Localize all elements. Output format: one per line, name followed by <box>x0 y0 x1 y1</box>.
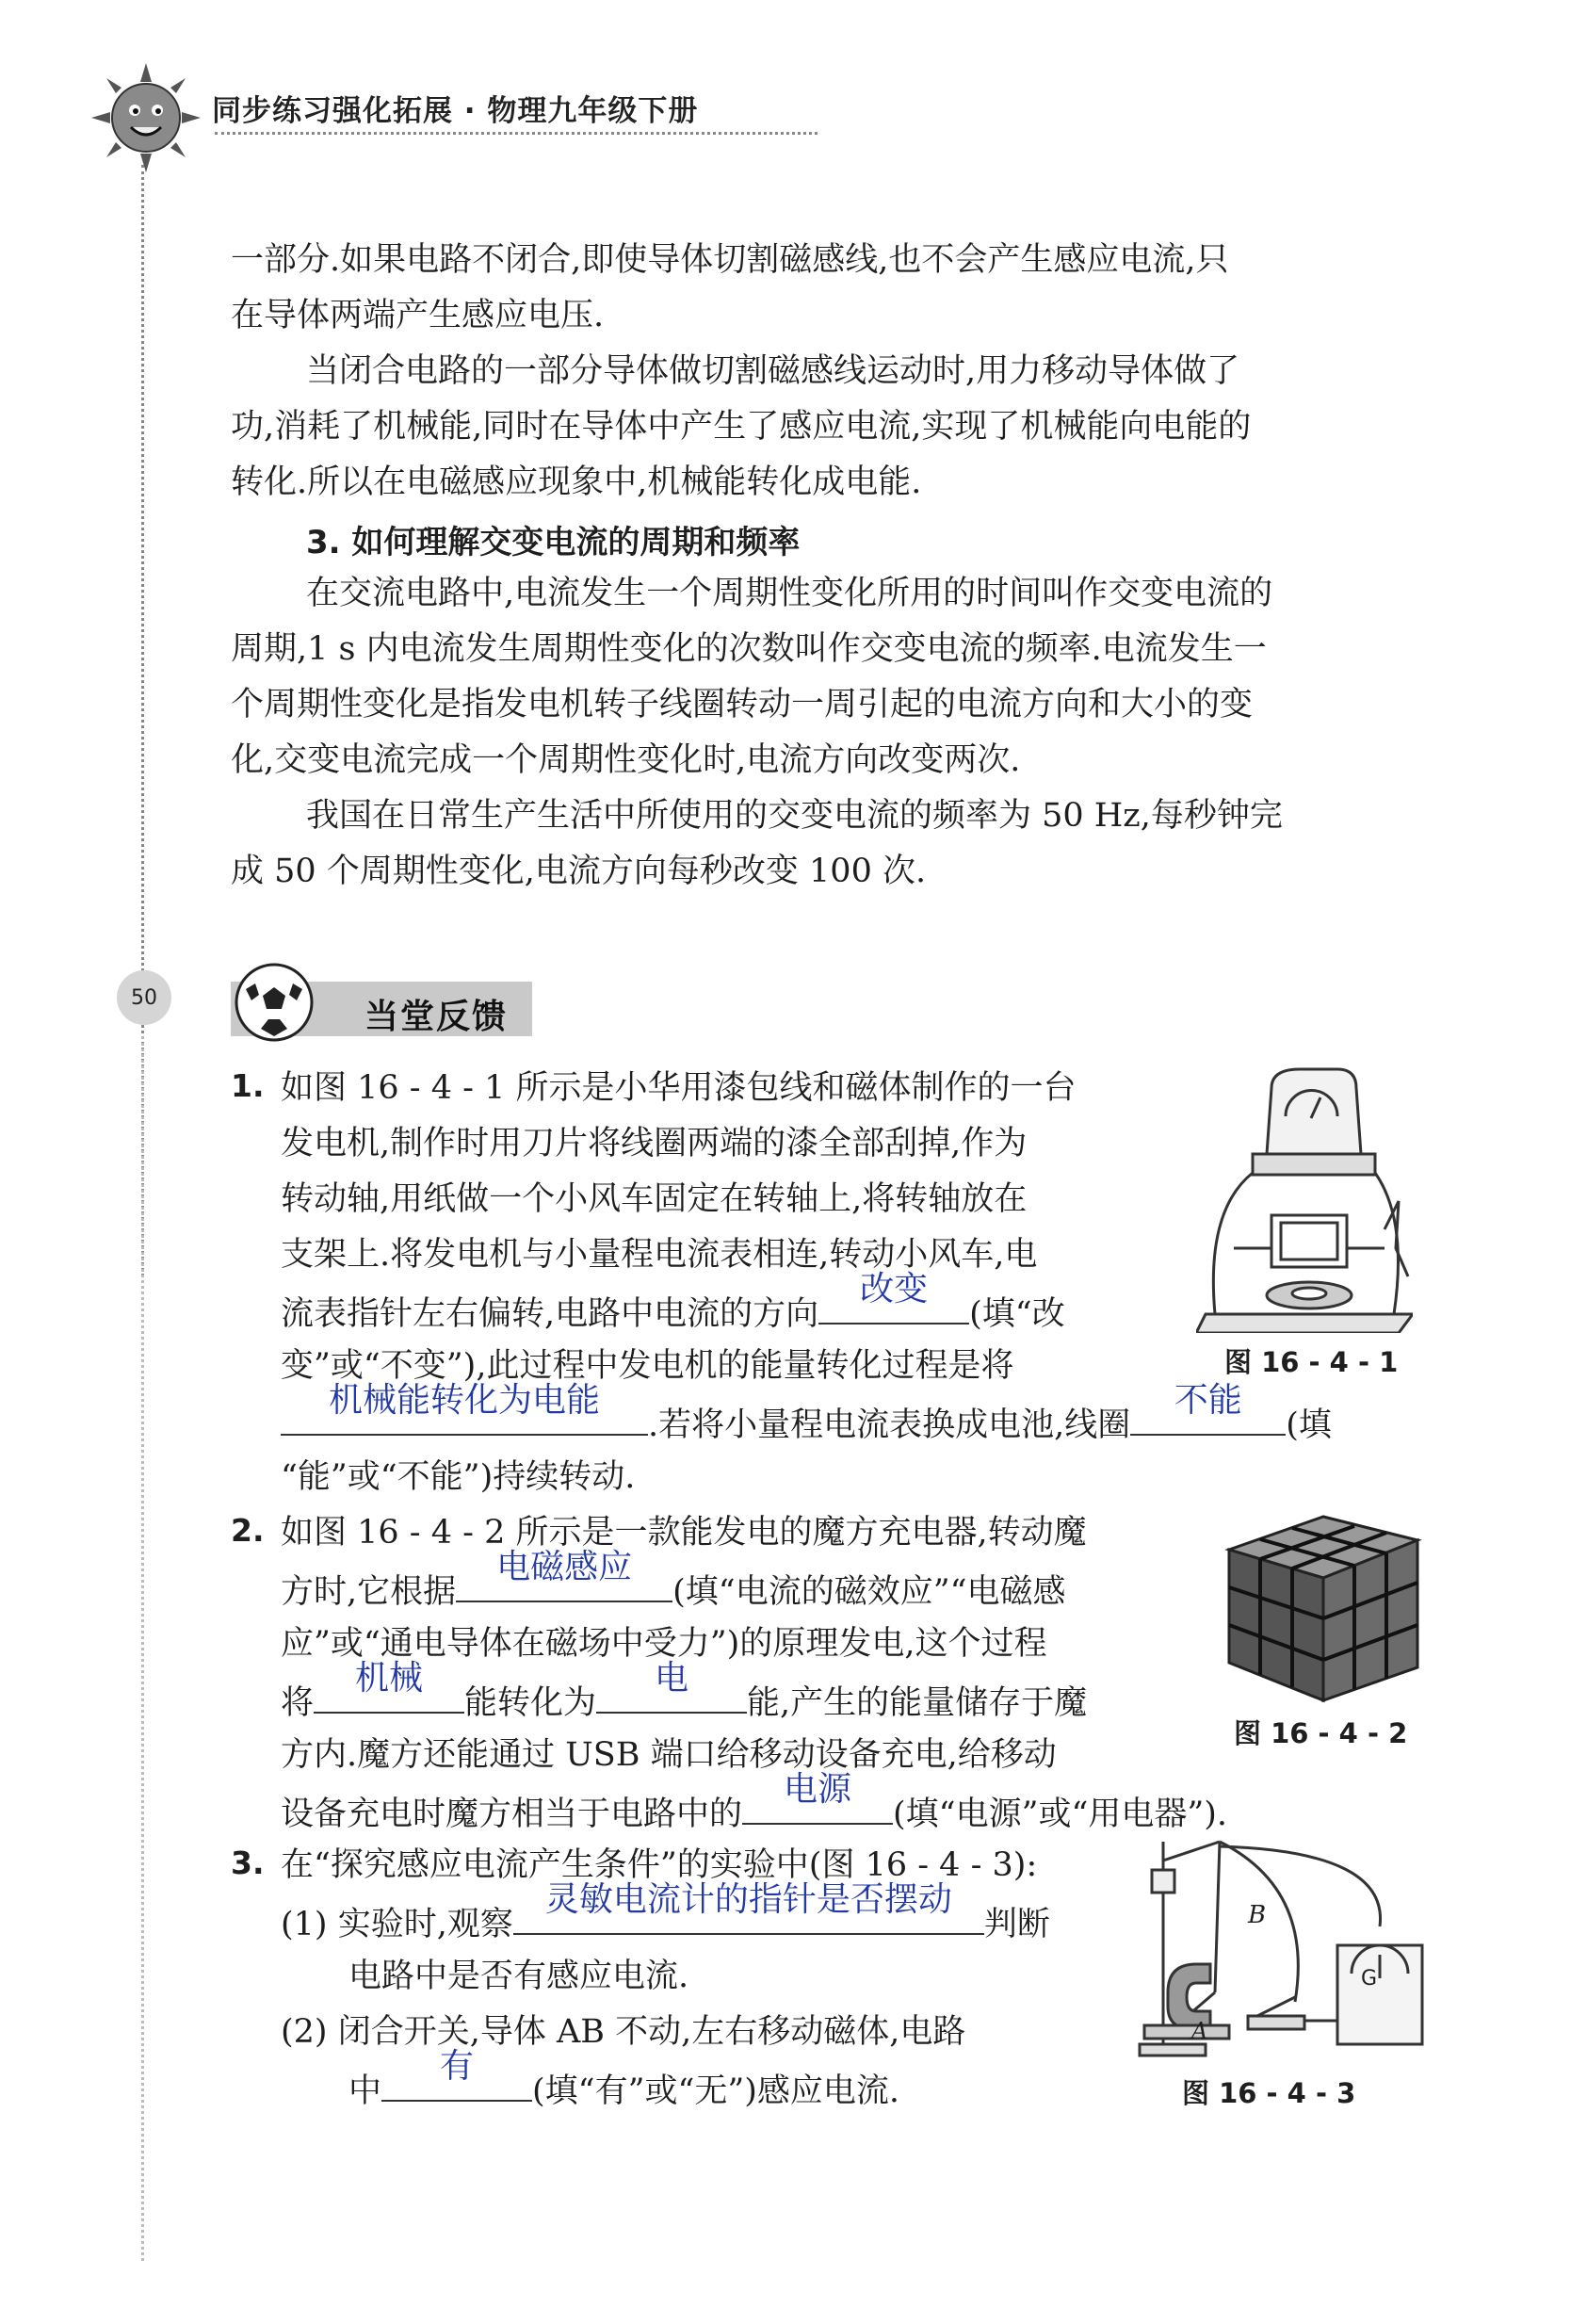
q2-blank4[interactable] <box>742 1770 893 1825</box>
q1-blank3[interactable] <box>1130 1381 1286 1436</box>
section3-p1-line1: 在交流电路中,电流发生一个周期性变化所用的时间叫作交变电流的 <box>306 575 1273 612</box>
section3-heading: 3. 如何理解交变电流的周期和频率 <box>306 524 801 561</box>
q3-sub2-tail: (填“有”或“无”)感应电流. <box>532 2072 900 2110</box>
q2-line1: 如图 16 - 4 - 2 所示是一款能发电的魔方充电器,转动魔 <box>281 1514 1087 1552</box>
magic-cube-figure <box>1220 1512 1427 1705</box>
q3-sub1-line2: 电路中是否有感应电流. <box>348 1958 689 1995</box>
sun-mascot-icon <box>89 61 202 174</box>
section3-p2-line2: 成 50 个周期性变化,电流方向每秒改变 100 次. <box>231 853 927 890</box>
q2-answer3: 电 <box>655 1659 689 1698</box>
q1-line4: 支架上.将发电机与小量程电流表相连,转动小风车,电 <box>281 1236 1038 1274</box>
q2-line6-tail: (填“电源”或“用电器”). <box>893 1796 1228 1833</box>
banner-label: 当堂反馈 <box>364 998 509 1036</box>
q1-line1: 如图 16 - 4 - 1 所示是小华用漆包线和磁体制作的一台 <box>281 1069 1077 1107</box>
page-number: 50 <box>117 970 171 1025</box>
soccer-ball-icon <box>233 961 316 1044</box>
generator-figure <box>1196 1060 1413 1333</box>
q2-line3: 应”或“通电导体在磁场中受力”)的原理发电,这个过程 <box>281 1625 1047 1663</box>
q3-sub1-line1 <box>281 1880 1050 1953</box>
q2-line6-text: 设备充电时魔方相当于电路中的 <box>281 1796 743 1833</box>
q3-blank2[interactable] <box>381 2047 532 2102</box>
header-divider <box>215 132 818 135</box>
q1-blank2[interactable] <box>281 1381 648 1436</box>
q1-line6: 变”或“不变”),此过程中发电机的能量转化过程是将 <box>281 1347 1014 1385</box>
q2-answer4: 电源 <box>784 1770 852 1809</box>
section3-p1-line2: 周期,1 s 内电流发生周期性变化的次数叫作交变电流的频率.电流发生一 <box>231 630 1267 668</box>
margin-divider-lower <box>141 1036 144 2261</box>
section3-p1-line4: 化,交变电流完成一个周期性变化时,电流方向改变两次. <box>231 741 1021 779</box>
galvanometer-label: G <box>1361 1967 1378 1991</box>
q2-answer2: 机械 <box>355 1659 424 1698</box>
q2-blank2[interactable] <box>314 1659 464 1714</box>
q2-line4-tail: 能,产生的能量储存于魔 <box>747 1684 1088 1722</box>
book-title: 同步练习强化拓展 · 物理九年级下册 <box>212 94 699 128</box>
q3-number: 3. <box>231 1845 265 1881</box>
q2-line2-text: 方时,它根据 <box>281 1573 457 1611</box>
figure-16-4-1-caption: 图 16 - 4 - 1 <box>1224 1346 1399 1378</box>
q1-line8: “能”或“不能”)持续转动. <box>281 1458 636 1496</box>
q2-line4-text: 将 <box>281 1684 315 1722</box>
q1-answer3: 不能 <box>1174 1381 1242 1420</box>
q3-sub2-line2 <box>348 2047 900 2120</box>
q2-blank3[interactable] <box>596 1659 747 1714</box>
q1-line7-text: .若将小量程电流表换成电池,线圈 <box>648 1406 1131 1444</box>
intro-p1-line1: 一部分.如果电路不闭合,即使导体切割磁感线,也不会产生感应电流,只 <box>231 241 1229 279</box>
q3-line1: 在“探究感应电流产生条件”的实验中(图 16 - 4 - 3): <box>281 1846 1038 1884</box>
q1-line7-tail: (填 <box>1286 1406 1332 1444</box>
q3-blank1[interactable] <box>513 1880 984 1935</box>
q1-answer1: 改变 <box>860 1270 929 1308</box>
q1-line5-text: 流表指针左右偏转,电路中电流的方向 <box>281 1295 819 1333</box>
section3-p1-line3: 个周期性变化是指发电机转子线圈转动一周引起的电流方向和大小的变 <box>231 686 1254 723</box>
q2-number: 2. <box>231 1512 265 1549</box>
q1-line5-tail: (填“改 <box>969 1295 1065 1333</box>
label-A: A <box>1191 2018 1208 2044</box>
q2-line2 <box>281 1548 1066 1620</box>
induction-experiment-figure <box>1125 1832 1436 2063</box>
intro-p2-line2: 功,消耗了机械能,同时在导体中产生了感应电流,实现了机械能向电能的 <box>231 408 1252 446</box>
q2-line4-mid: 能转化为 <box>464 1684 597 1722</box>
q2-line6 <box>281 1770 1228 1843</box>
q1-line2: 发电机,制作时用刀片将线圈两端的漆全部刮掉,作为 <box>281 1125 1028 1162</box>
q1-number: 1. <box>231 1067 265 1104</box>
q3-answer2: 有 <box>440 2047 475 2086</box>
q1-answer2: 机械能转化为电能 <box>328 1381 600 1420</box>
q3-sub1-text: (1) 实验时,观察 <box>281 1906 513 1943</box>
q3-sub1-tail: 判断 <box>983 1906 1050 1943</box>
q2-line5: 方内.魔方还能通过 USB 端口给移动设备充电,给移动 <box>281 1736 1057 1774</box>
q2-line4 <box>281 1659 1088 1731</box>
q2-line2-tail: (填“电流的磁效应”“电磁感 <box>672 1573 1066 1611</box>
intro-p2-line1: 当闭合电路的一部分导体做切割磁感线运动时,用力移动导体做了 <box>306 352 1240 390</box>
label-B: B <box>1248 1901 1267 1929</box>
q1-line3: 转动轴,用纸做一个小风车固定在转轴上,将转轴放在 <box>281 1180 1028 1218</box>
q2-blank1[interactable] <box>456 1548 672 1602</box>
q1-blank1[interactable] <box>818 1270 969 1325</box>
q3-sub2-line1: (2) 闭合开关,导体 AB 不动,左右移动磁体,电路 <box>281 2013 966 2051</box>
q2-answer1: 电磁感应 <box>496 1548 633 1586</box>
intro-p1-line2: 在导体两端产生感应电压. <box>231 297 605 334</box>
section-banner <box>231 961 532 1036</box>
figure-16-4-3-caption: 图 16 - 4 - 3 <box>1182 2077 1356 2109</box>
section3-p2-line1: 我国在日常生产生活中所使用的交变电流的频率为 50 Hz,每秒钟完 <box>306 797 1283 835</box>
q3-sub2-text: 中 <box>348 2072 382 2110</box>
q1-line5 <box>281 1270 1065 1342</box>
q1-line7 <box>281 1381 1332 1454</box>
figure-16-4-2-caption: 图 16 - 4 - 2 <box>1234 1717 1408 1749</box>
intro-p2-line3: 转化.所以在电磁感应现象中,机械能转化成电能. <box>231 463 922 501</box>
q3-answer1: 灵敏电流计的指针是否摆动 <box>544 1880 952 1919</box>
